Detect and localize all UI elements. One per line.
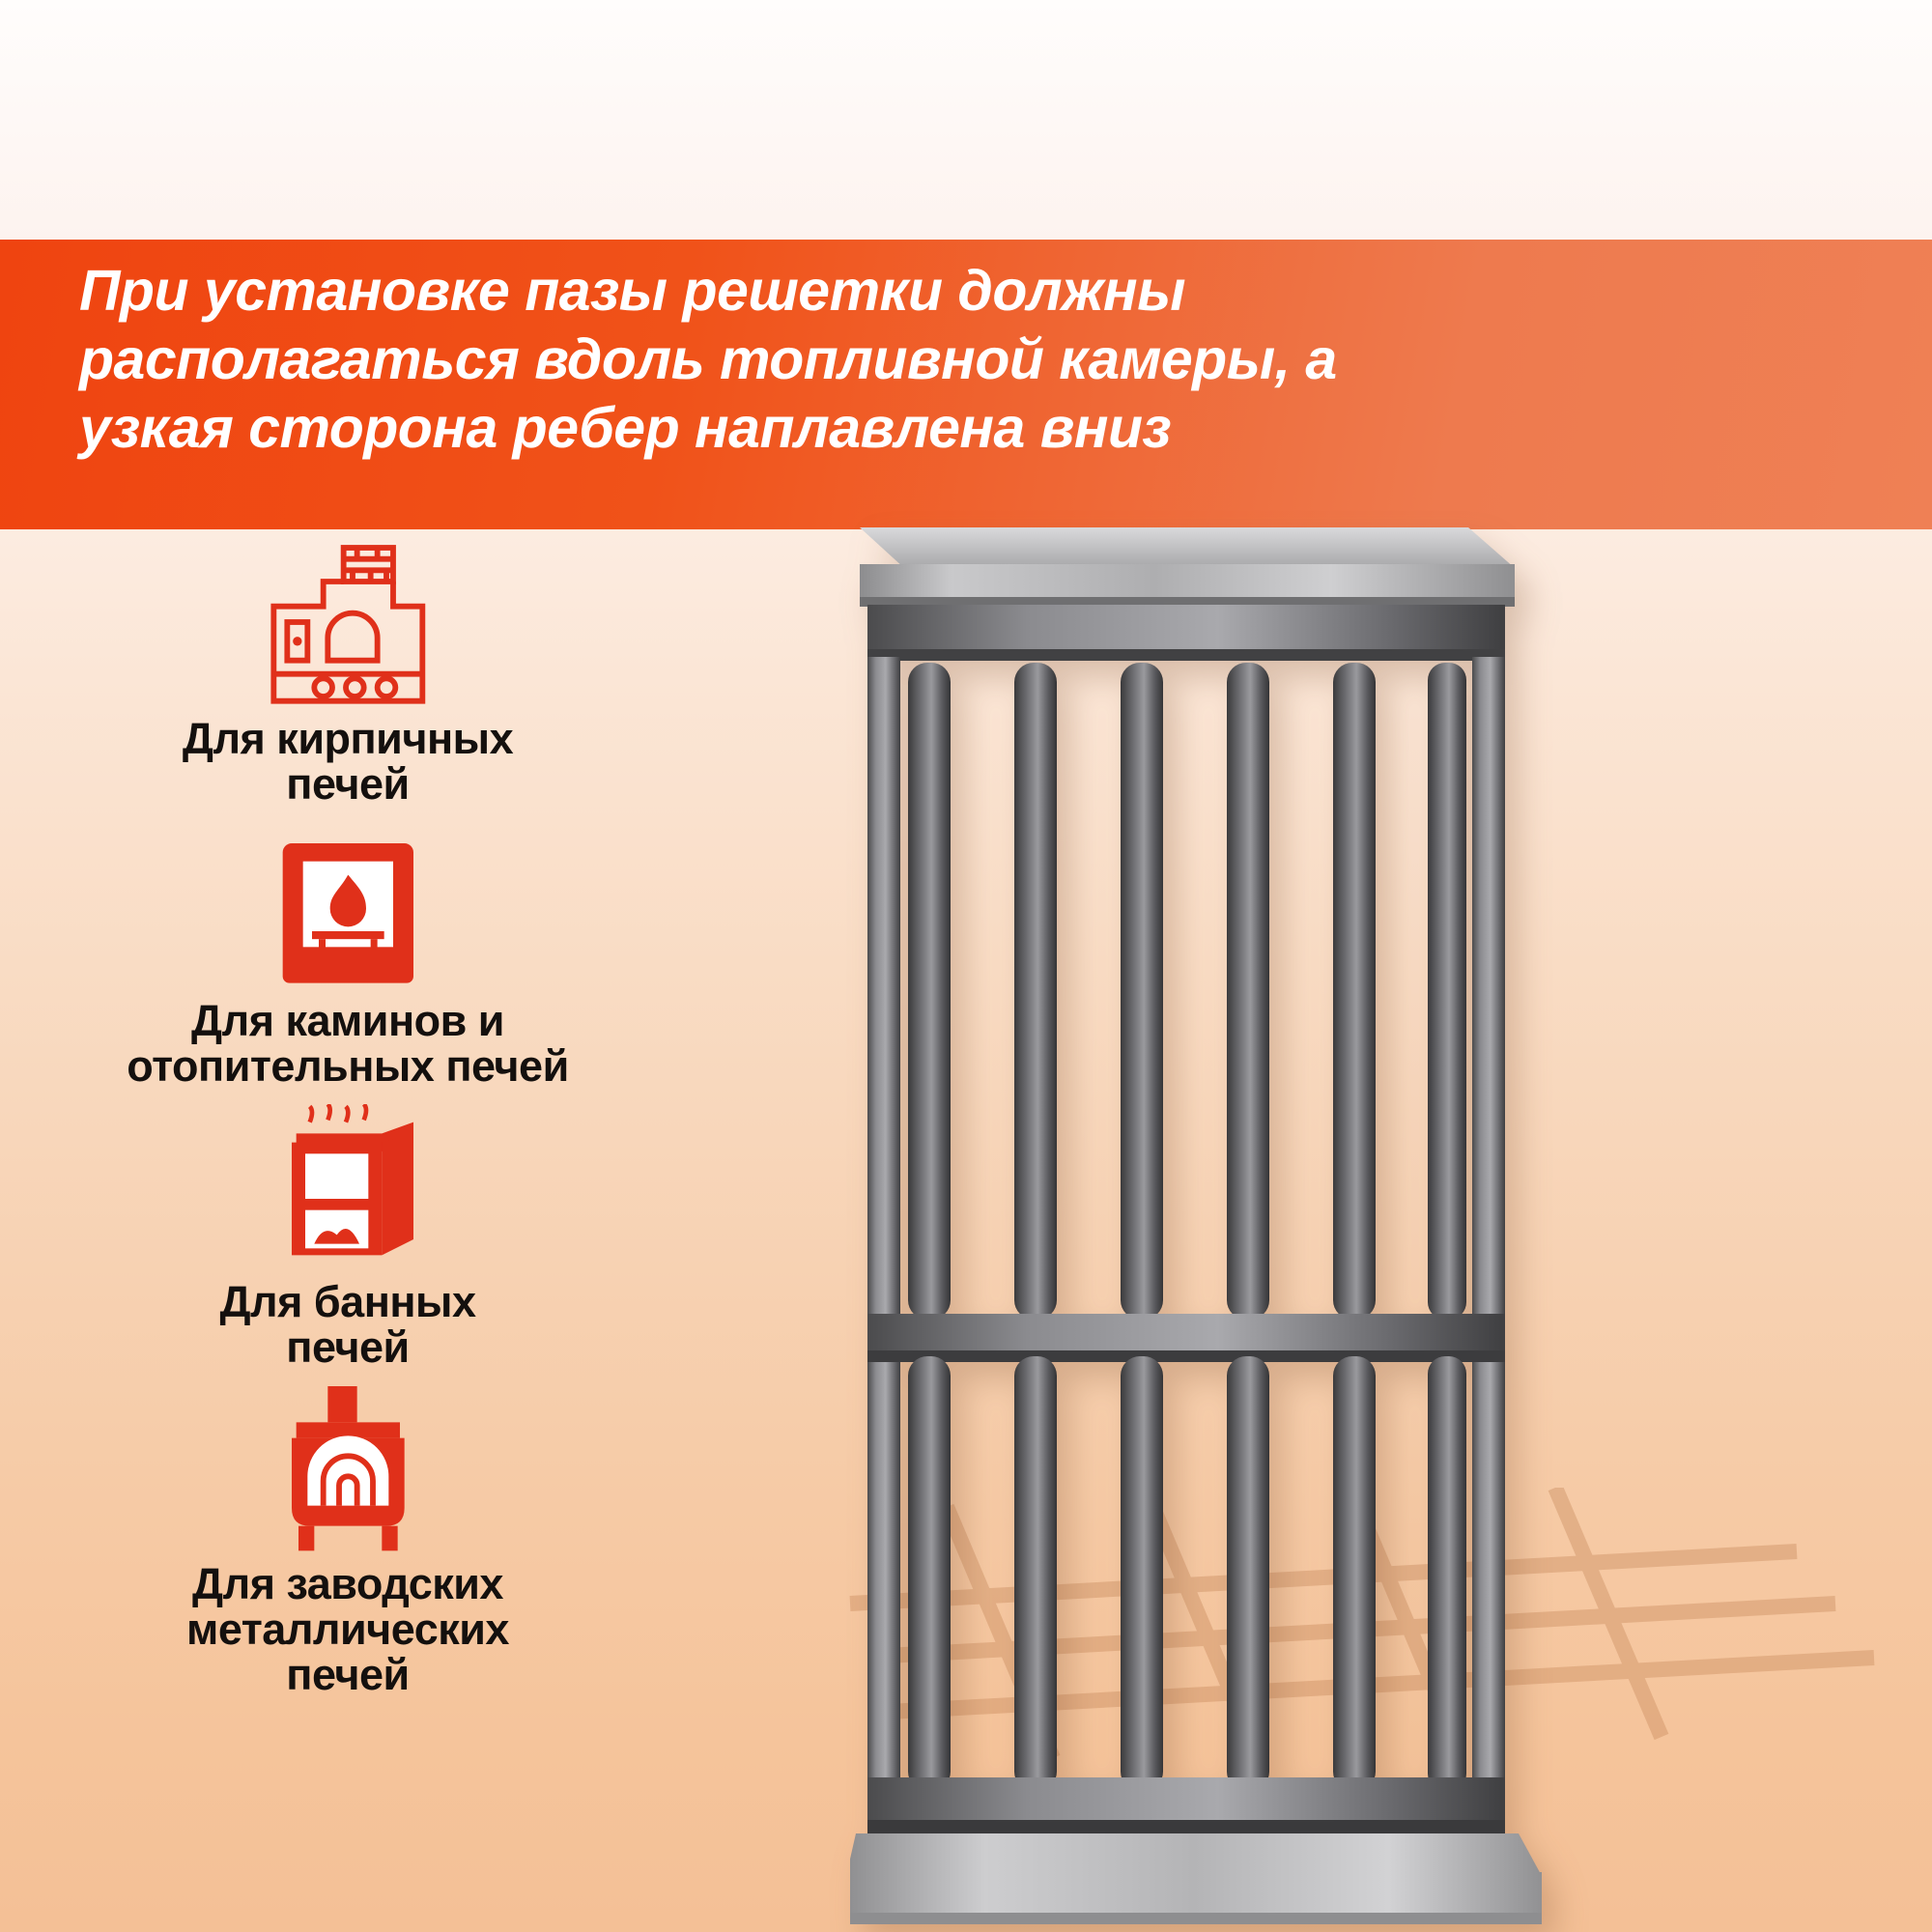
metal-stove-icon (258, 1386, 439, 1555)
feature-label (29, 1558, 667, 1699)
grate-top-rail (867, 605, 1505, 661)
banner-line-2-bold: вдоль топливной камеры, а (534, 327, 1337, 391)
instruction-banner (0, 240, 1932, 529)
banner-line-1: При установке пазы решетки должны (79, 259, 1186, 323)
feature-label-line1: Для каминов и (191, 995, 504, 1045)
feature-label-line2: печей (286, 759, 410, 810)
fireplace-icon (258, 823, 439, 992)
feature-label (29, 1279, 667, 1371)
feature-item-sauna-stove (29, 1104, 667, 1371)
feature-label-line2: металлических (186, 1604, 509, 1654)
feature-label-line3: печей (286, 1650, 410, 1699)
feature-item-metal-stove (29, 1386, 667, 1698)
banner-text (79, 257, 1893, 462)
brick-stove-icon (258, 541, 439, 710)
feature-label-line1: Для заводских (192, 1558, 503, 1608)
sauna-stove-icon (258, 1104, 439, 1273)
grate-top-flange (860, 527, 1515, 607)
feature-list (29, 541, 667, 1713)
top-background-band (0, 0, 1932, 240)
feature-label-line2: отопительных печей (127, 1040, 569, 1091)
cast-iron-grate-illustration (850, 522, 1546, 1932)
banner-line-2-plain: располагаться (79, 327, 535, 391)
feature-label-line1: Для банных (219, 1277, 476, 1326)
banner-line-3-bold: узкая сторона ребер наплавлена вниз (79, 395, 1172, 460)
grate-middle-rib-shadow (867, 1350, 1505, 1362)
feature-label (29, 995, 667, 1091)
product-image-cast-iron-grate (850, 522, 1546, 1932)
feature-label-line2: печей (286, 1322, 410, 1373)
grate-bars (867, 663, 1505, 1791)
grate-base-plate (850, 1833, 1542, 1924)
grate-side-rails (867, 657, 1505, 1797)
feature-item-fireplace (29, 823, 667, 1090)
grate-bottom-rail (867, 1777, 1505, 1833)
feature-label (29, 716, 667, 808)
feature-label-line1: Для кирпичных (182, 714, 514, 763)
feature-item-brick-stove (29, 541, 667, 808)
